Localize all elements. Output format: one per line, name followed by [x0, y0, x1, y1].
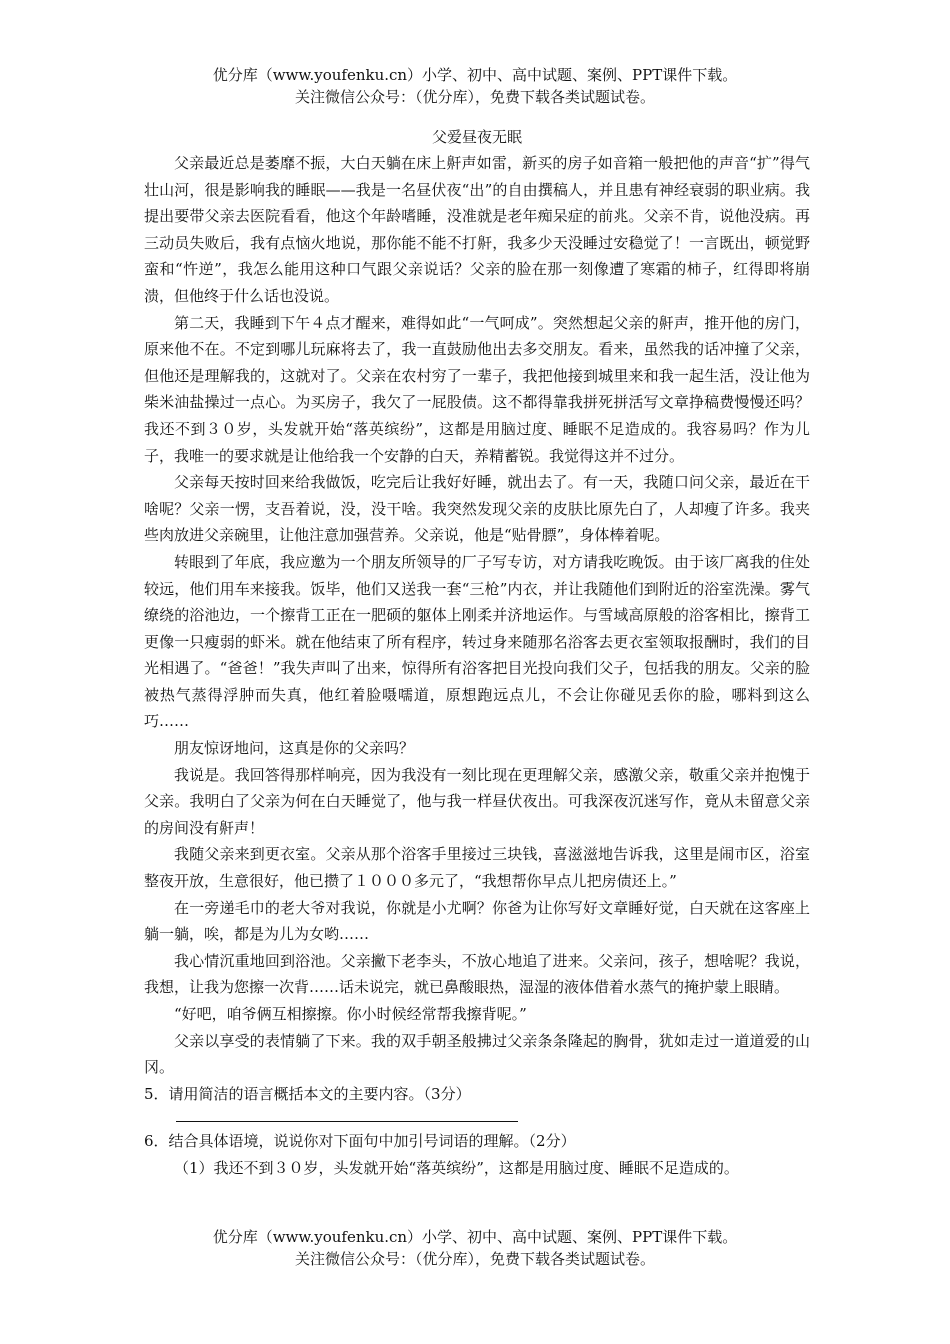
paragraph-10: “好吧，咱爷俩互相擦擦。你小时候经常帮我擦背呢。”	[174, 1005, 527, 1023]
answer-line[interactable]	[176, 1121, 518, 1122]
document-body	[144, 126, 810, 1182]
paragraph-9: 我心情沉重地回到浴池。父亲撇下老李头，不放心地追了进来。父亲问，孩子，想啥呢？我说，我想，让我为您擦一次背……话未说完，就已鼻酸眼热，湿湿的液体借着水蒸气的掩护蒙上眼睛。	[144, 951, 810, 997]
question-6-item-1: （1）我还不到３０岁，头发就开始“落英缤纷”，这都是用脑过度、睡眠不足造成的。	[174, 1158, 739, 1177]
question-6: 6．结合具体语境，说说你对下面句中加引号词语的理解。（2分）	[144, 1132, 576, 1151]
article-title: 父爱昼夜无眠	[431, 128, 522, 146]
header-line-1: 优分库（www.youfenku.cn）小学、初中、高中试题、案例、PPT课件下载。	[212, 66, 738, 84]
paragraph-11: 父亲以享受的表情躺了下来。我的双手朝圣般拂过父亲条条隆起的胸骨，犹如走过一道道爱的山冈。	[144, 1031, 810, 1077]
paragraph-1: 父亲最近总是萎靡不振，大白天躺在床上鼾声如雷，新买的房子如音箱一般把他的声音“扩”得气壮山河，很是影响我的睡眠——我是一名昼伏夜“出”的自由撰稿人，并且患有神经衰弱的职业病。我提出要带父亲去医院看看，他这个年龄嗜睡，没准就是老年痴呆症的前兆。父亲不肯，说他没病。再三动员失败后，我有点恼火地说，那你能不能不打鼾，我多少天没睡过安稳觉了！一言既出，顿觉野蛮和“忤逆”，我怎么能用这种口气跟父亲说话？父亲的脸在那一刻像遭了寒霜的柿子，红得即将崩溃，但他终于什么话也没说。	[144, 154, 810, 305]
question-5: 5．请用简洁的语言概括本文的主要内容。（3分）	[144, 1084, 471, 1103]
footer-line-2: 关注微信公众号：（优分库），免费下载各类试题试卷。	[294, 1250, 655, 1268]
header-line-2: 关注微信公众号：（优分库），免费下载各类试题试卷。	[294, 88, 655, 106]
paragraph-6: 我说是。我回答得那样响亮，因为我没有一刻比现在更理解父亲，感激父亲，敬重父亲并抱愧于父亲。我明白了父亲为何在白天睡觉了，他与我一样昼伏夜出。可我深夜沉迷写作，竟从未留意父亲的房间没有鼾声！	[144, 765, 810, 837]
page-header	[0, 64, 950, 108]
paragraph-4: 转眼到了年底，我应邀为一个朋友所领导的厂子写专访，对方请我吃晚饭。由于该厂离我的住处较远，他们用车来接我。饭毕，他们又送我一套“三枪”内衣，并让我随他们到附近的浴室洗澡。雾气缭绕的浴池边，一个擦背工正在一肥硕的躯体上刚柔并济地运作。与雪域高原般的浴客相比，擦背工更像一只瘦弱的虾米。就在他结束了所有程序，转过身来随那名浴客去更衣室领取报酬时，我们的目光相遇了。“爸爸！”我失声叫了出来，惊得所有浴客把目光投向我们父子，包括我的朋友。父亲的脸被热气蒸得浮肿而失真，他红着脸嗫嚅道，原想跑远点儿，不会让你碰见丢你的脸，哪料到这么巧……	[144, 552, 810, 731]
paragraph-2: 第二天，我睡到下午４点才醒来，难得如此“一气呵成”。突然想起父亲的鼾声，推开他的房门，原来他不在。不定到哪儿玩麻将去了，我一直鼓励他出去多交朋友。看来，虽然我的话冲撞了父亲，但他还是理解我的，这就对了。父亲在农村穷了一辈子，我把他接到城里来和我一起生活，没让他为柴米油盐操过一点心。为买房子，我欠了一屁股债。这不都得靠我拼死拼活写文章挣稿费慢慢还吗？我还不到３０岁，头发就开始“落英缤纷”，这都是用脑过度、睡眠不足造成的。我容易吗？作为儿子，我唯一的要求就是让他给我一个安静的白天，养精蓄锐。我觉得这并不过分。	[144, 313, 810, 465]
paragraph-3: 父亲每天按时回来给我做饭，吃完后让我好好睡，就出去了。有一天，我随口问父亲，最近在干啥呢？父亲一愣，支吾着说，没，没干啥。我突然发现父亲的皮肤比原先白了，人却瘦了许多。我夹些肉放进父亲碗里，让他注意加强营养。父亲说，他是“贴骨膘”，身体棒着呢。	[144, 473, 810, 545]
page-footer	[0, 1226, 950, 1270]
footer-line-1: 优分库（www.youfenku.cn）小学、初中、高中试题、案例、PPT课件下载。	[212, 1228, 738, 1246]
paragraph-7: 我随父亲来到更衣室。父亲从那个浴客手里接过三块钱，喜滋滋地告诉我，这里是闹市区，浴室整夜开放，生意很好，他已攒了１０００多元了，“我想帮你早点儿把房债还上。”	[144, 845, 810, 891]
paragraph-5: 朋友惊讶地问，这真是你的父亲吗？	[174, 739, 415, 758]
paragraph-8: 在一旁递毛巾的老大爷对我说，你就是小尤啊？你爸为让你写好文章睡好觉，白天就在这客座上躺一躺，唉，都是为儿为女哟……	[144, 898, 810, 944]
